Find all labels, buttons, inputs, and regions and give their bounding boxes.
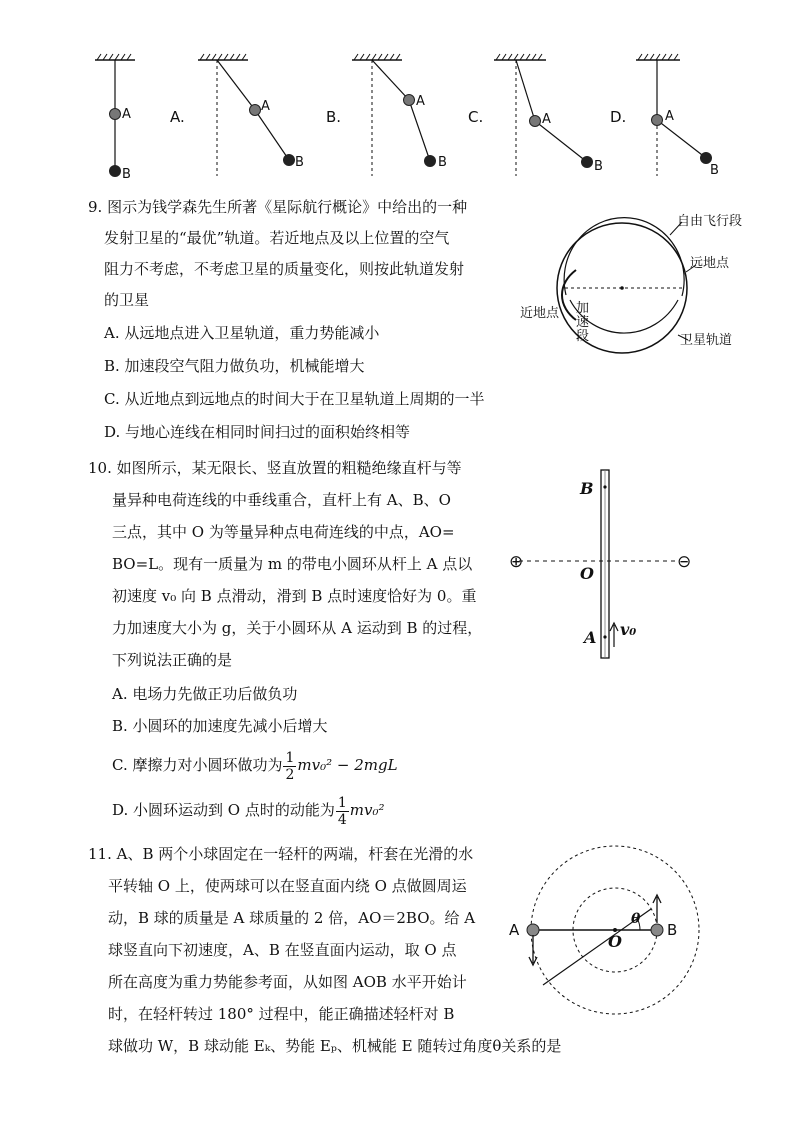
svg-text:加: 加 (576, 301, 590, 316)
q10-positive-charge: ⊕ (509, 552, 524, 572)
q10-label-o: O (580, 564, 594, 583)
q10-choice-c-prefix: C. 摩擦力对小圆环做功为 (112, 756, 283, 774)
q8-option-d-label: D. (610, 108, 627, 126)
q11-label-o: O (608, 932, 622, 951)
q9-label-orbit: 卫星轨道 (680, 333, 733, 348)
q9-choice-b[interactable]: B. 加速段空气阻力做负功，机械能增大 (104, 357, 365, 375)
q10-stem-line-4: BO=L。现有一质量为 m 的带电小圆环从杆上 A 点以 (112, 555, 473, 573)
q8-stem-label-a: A (122, 107, 131, 122)
q8-a-label-a: A (261, 99, 270, 114)
q9-label-perigee: 近地点 (520, 306, 560, 321)
q8-b-label-a: A (416, 94, 425, 109)
q11-stem-line-3: 动，B 球的质量是 A 球质量的 2 倍，AO＝2BO。给 A (108, 909, 476, 927)
q10-label-v0: v₀ (620, 620, 637, 639)
q11-stem-line-4: 球竖直向下初速度，A、B 在竖直面内运动，取 O 点 (108, 941, 457, 959)
q11-stem-line-1: 11. A、B 两个小球固定在一轻杆的两端，杆套在光滑的水 (88, 845, 474, 863)
q8-option-d-figure (610, 54, 719, 178)
q10-label-b: B (580, 479, 594, 498)
q8-c-label-a: A (542, 112, 551, 127)
q10-stem-line-7: 下列说法正确的是 (112, 651, 233, 669)
q9-stem-line-4: 的卫星 (104, 291, 150, 309)
q8-b-label-b: B (438, 155, 447, 170)
q10-choice-d-expr: mv₀² (349, 801, 385, 819)
q10-choice-c-expr: mv₀² − 2mgL (297, 756, 398, 774)
q9-stem-line-3: 阻力不考虑，不考虑卫星的质量变化，则按此轨道发射 (104, 260, 465, 278)
q9-stem-line-1: 9. 图示为钱学森先生所著《星际航行概论》中给出的一种 (88, 198, 468, 216)
q9-choice-d[interactable]: D. 与地心连线在相同时间扫过的面积始终相等 (104, 423, 411, 441)
q10-choice-c[interactable] (112, 745, 398, 785)
q9-label-free-flight: 自由飞行段 (677, 214, 743, 229)
q10-stem-line-2: 量异种电荷连线的中垂线重合，直杆上有 A、B、O (112, 491, 451, 509)
q11-stem-line-5: 所在高度为重力势能参考面，从如图 AOB 水平开始计 (108, 973, 467, 991)
q8-d-label-a: A (665, 109, 674, 124)
q9-choice-a[interactable]: A. 从远地点进入卫星轨道，重力势能减小 (104, 324, 380, 342)
q9-stem-line-2: 发射卫星的“最优”轨道。若近地点及以上位置的空气 (104, 229, 450, 247)
q8-option-c-label: C. (468, 108, 484, 126)
q10-stem-line-5: 初速度 v₀ 向 B 点滑动，滑到 B 点时速度恰好为 0。重 (112, 587, 477, 605)
q10-stem-line-3: 三点，其中 O 为等量异种点电荷连线的中点，AO= (112, 523, 455, 541)
q11-label-b: B (667, 921, 678, 939)
q10-choice-d-prefix: D. 小圆环运动到 O 点时的动能为 (112, 801, 335, 819)
q8-d-label-b: B (710, 163, 719, 178)
q10-choice-d[interactable] (112, 790, 385, 830)
q10-stem-line-1: 10. 如图所示，某无限长、竖直放置的粗糙绝缘直杆与等 (88, 459, 462, 477)
q9-label-apogee: 远地点 (690, 256, 730, 271)
q8-option-a-label: A. (170, 108, 185, 126)
q8-option-b-label: B. (326, 108, 342, 126)
svg-text:段: 段 (576, 329, 590, 344)
q8-pendulum-figures (80, 48, 740, 183)
q11-label-a: A (509, 921, 520, 939)
q9-orbit-figure (510, 200, 780, 360)
q10-choice-d-fraction: $\frac{1}{4}$ (337, 794, 347, 828)
q11-label-theta: θ (631, 911, 641, 927)
q9-label-accel-vertical (576, 300, 589, 344)
q11-stem-line-7: 球做功 W，B 球动能 Eₖ、势能 Eₚ、机械能 E 随转过角度θ关系的是 (108, 1037, 562, 1055)
q8-a-label-b: B (295, 155, 304, 170)
q10-choice-b[interactable]: B. 小圆环的加速度先减小后增大 (112, 717, 328, 735)
q8-stem-pendulum (95, 54, 135, 182)
q11-rotation-figure (505, 835, 720, 1020)
q8-option-b-figure (326, 54, 447, 176)
svg-text:速: 速 (576, 315, 590, 330)
q10-label-a: A (584, 628, 597, 647)
q11-stem-line-6: 时，在轻杆转过 180° 过程中，能正确描述轻杆对 B (108, 1005, 455, 1023)
q11-stem-line-2: 平转轴 O 上，使两球可以在竖直面内绕 O 点做圆周运 (108, 877, 467, 895)
q10-choice-c-fraction: $\frac{1}{2}$ (285, 749, 295, 783)
q10-choice-a[interactable]: A. 电场力先做正功后做负功 (112, 685, 298, 703)
q9-choice-c[interactable]: C. 从近地点到远地点的时间大于在卫星轨道上周期的一半 (104, 390, 485, 408)
q10-negative-charge: ⊖ (677, 552, 692, 572)
q8-option-c-figure (468, 54, 603, 176)
q8-option-a-figure (170, 54, 304, 176)
q10-rod-figure (505, 465, 695, 665)
q8-c-label-b: B (594, 159, 603, 174)
q8-stem-label-b: B (122, 167, 131, 182)
q10-stem-line-6: 力加速度大小为 g，关于小圆环从 A 运动到 B 的过程， (112, 619, 483, 637)
